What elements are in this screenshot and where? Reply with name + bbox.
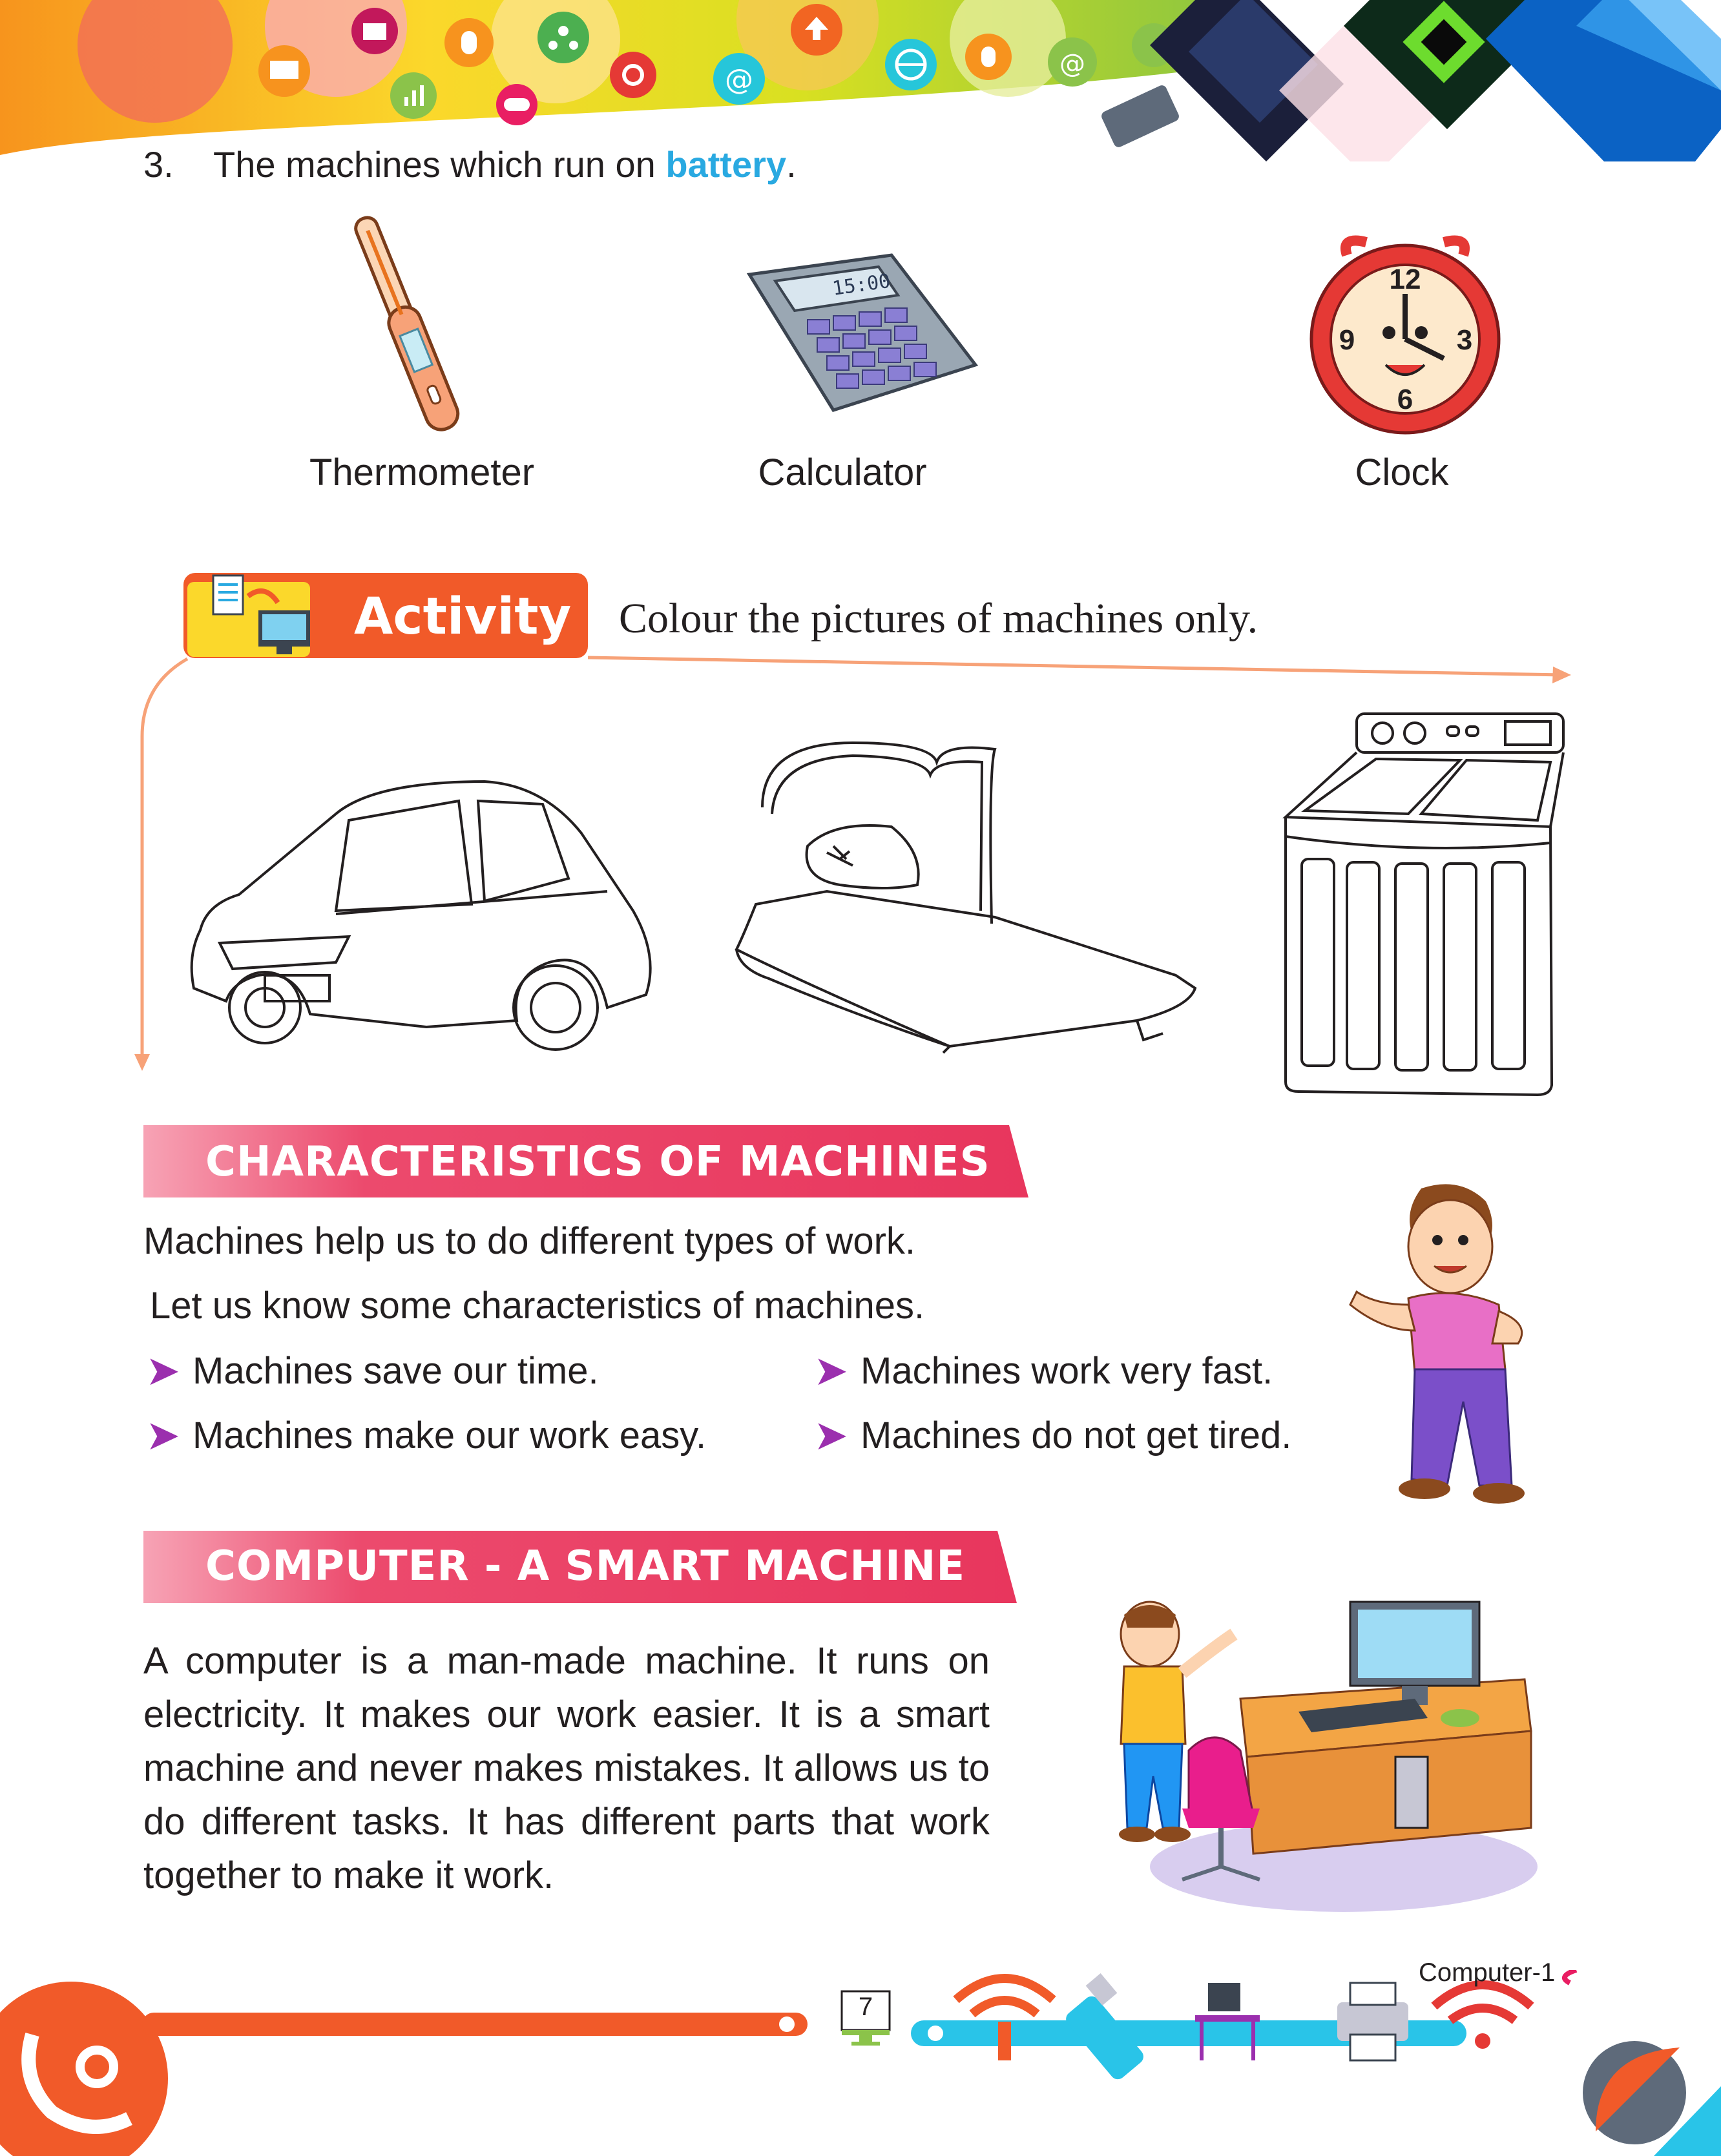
characteristics-heading: CHARACTERISTICS OF MACHINES <box>205 1138 990 1186</box>
clock-icon <box>1302 229 1508 436</box>
chart-icon <box>390 72 437 119</box>
bullet-text: Machines save our time. <box>193 1350 599 1392</box>
svg-text:15:00: 15:00 <box>831 269 892 300</box>
gamepad-icon <box>496 84 537 125</box>
printer-icon <box>1337 1983 1408 2060</box>
monitor-icon <box>258 45 310 97</box>
bullet-arrow-icon: ➤ <box>147 1415 179 1456</box>
bed-drawing[interactable] <box>724 730 1215 1059</box>
satellite-dish-icon <box>1565 1970 1721 2156</box>
wifi-icon <box>956 1978 1053 2060</box>
bullet-arrow-icon: ➤ <box>147 1350 179 1392</box>
svg-text:@: @ <box>1059 49 1085 79</box>
question-battery <box>143 143 797 185</box>
header-banner <box>0 0 1721 161</box>
desk-computer-icon <box>1195 1983 1260 2060</box>
bullet-work-fast <box>815 1349 1273 1393</box>
globe-icon <box>885 39 937 90</box>
activity-title: Activity <box>354 588 572 646</box>
folder-icon <box>351 8 398 54</box>
bullet-not-tired <box>815 1413 1291 1457</box>
at-sign-icon-2 <box>1048 37 1097 87</box>
bullet-work-easy <box>147 1413 706 1457</box>
bullet-text: Machines do not get tired. <box>860 1415 1292 1456</box>
washing-machine-drawing[interactable] <box>1273 707 1583 1104</box>
svg-text:@: @ <box>725 63 753 96</box>
question-number: 3. <box>143 144 174 185</box>
svg-text:3: 3 <box>1456 324 1473 356</box>
svg-text:6: 6 <box>1397 384 1413 415</box>
bullet-text: Machines work very fast. <box>860 1350 1273 1392</box>
calculator-icon <box>736 249 982 423</box>
upload-icon <box>791 4 842 56</box>
question-text: The machines which run on <box>213 144 666 185</box>
bullet-save-time <box>147 1349 599 1393</box>
gears-icon <box>610 52 656 98</box>
item-label-calculator: Calculator <box>758 451 927 493</box>
car-drawing[interactable] <box>181 749 685 1059</box>
at-sign-icon <box>713 53 765 105</box>
characteristics-intro-1: Machines help us to do different types of work. <box>143 1220 916 1262</box>
computer-heading: COMPUTER - A SMART MACHINE <box>205 1542 966 1590</box>
mouse-icon <box>444 18 494 67</box>
computer-paragraph: A computer is a man-made machine. It runs on electricity. It makes our work easier. It is a smart machine and never makes mistakes. It allows us to do different tasks. It has different parts that work together to make it work. <box>143 1640 990 1896</box>
page-number: 7 <box>858 1993 873 2021</box>
book-name: Computer-1 <box>1419 1958 1556 1987</box>
bullet-arrow-icon: ➤ <box>815 1350 847 1392</box>
network-icon <box>537 12 589 63</box>
question-highlight: battery <box>665 144 787 185</box>
activity-instruction: Colour the pictures of machines only. <box>619 595 1258 642</box>
item-label-clock: Clock <box>1355 451 1449 493</box>
characteristics-intro-2: Let us know some characteristics of machines. <box>150 1285 925 1327</box>
thermometer-icon <box>323 203 491 449</box>
svg-text:12: 12 <box>1389 264 1421 295</box>
kid-computer-illustration <box>1111 1595 1538 1912</box>
bullet-arrow-icon: ➤ <box>815 1415 847 1456</box>
item-label-thermometer: Thermometer <box>309 451 535 493</box>
mouse-icon-2 <box>965 34 1012 80</box>
question-end: . <box>786 144 797 185</box>
boy-illustration <box>1344 1176 1538 1511</box>
bullet-text: Machines make our work easy. <box>193 1415 707 1456</box>
svg-text:9: 9 <box>1339 324 1355 356</box>
